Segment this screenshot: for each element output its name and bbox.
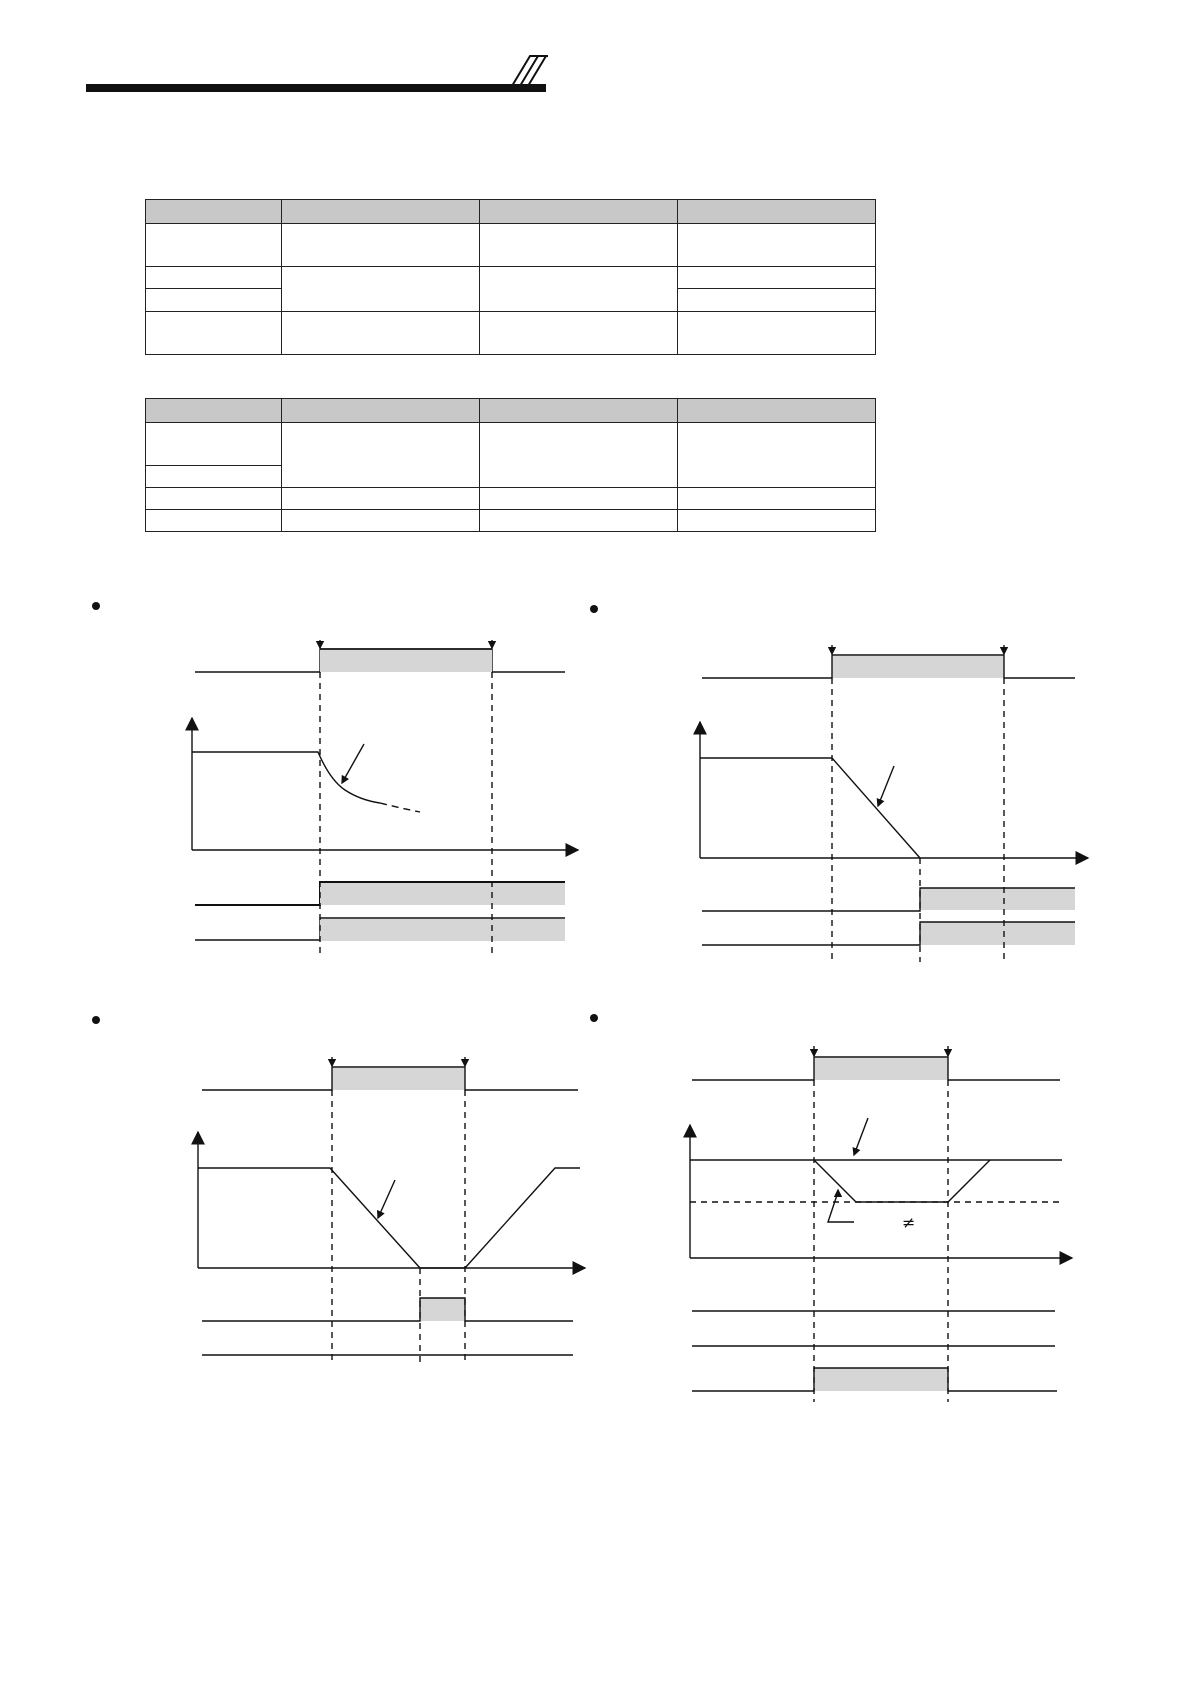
not-equal-symbol: ≠: [902, 1213, 916, 1232]
timing-diagram-decel-lower-speed: [690, 1046, 1072, 1402]
timing-diagram-decel-restart: [198, 1057, 585, 1362]
timing-diagram-deceleration-stop: [700, 645, 1088, 962]
